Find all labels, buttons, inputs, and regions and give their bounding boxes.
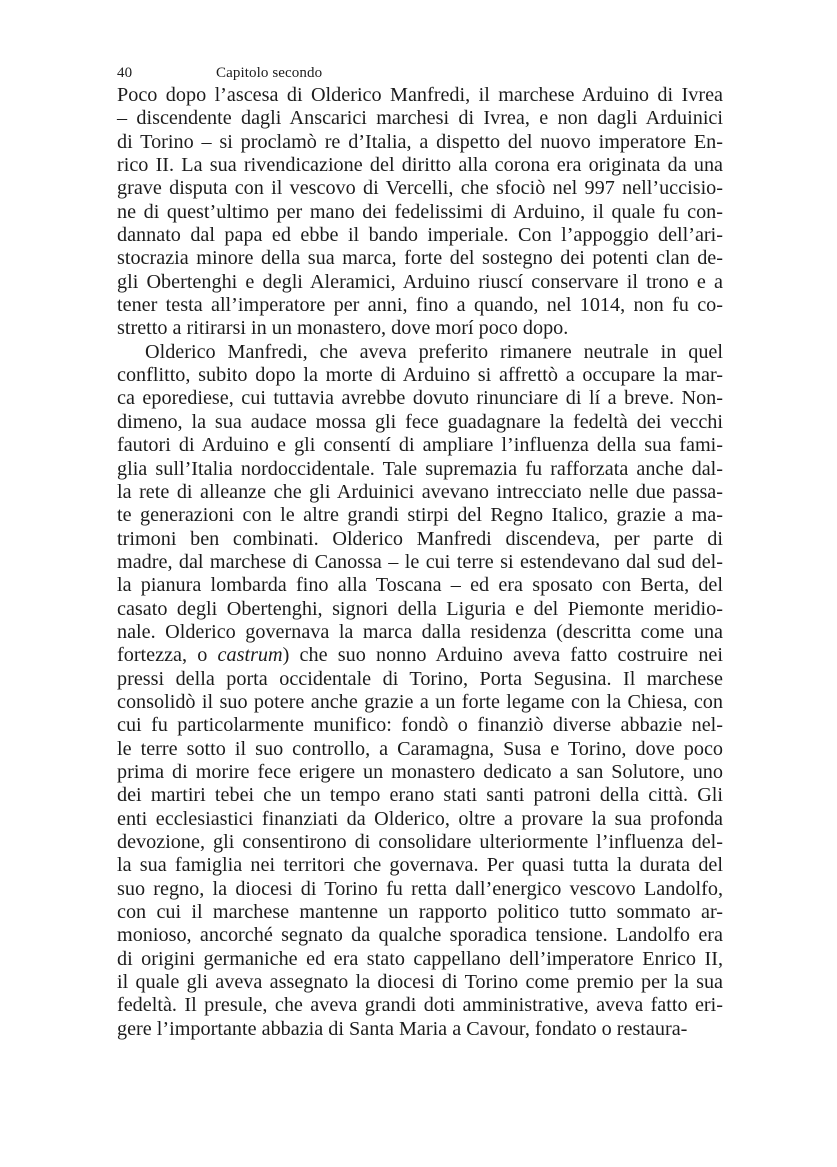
text-line: devozione, gli consentirono di consolidare ulteriormente l’influenza del- [117, 831, 723, 853]
text-line: tener testa all’imperatore per anni, fino a quando, nel 1014, non fu co- [117, 294, 723, 317]
line-segment: ) che suo nonno Arduino aveva fatto costruire nei [282, 644, 723, 667]
text-line: gli Obertenghi e degli Aleramici, Arduino riuscí conservare il trono e a [117, 270, 723, 293]
text-line: – discendente dagli Anscarici marchesi di Ivrea, e non dagli Arduinici [117, 107, 723, 130]
text-line: di origini germaniche ed era stato cappellano dell’imperatore Enrico II, [117, 947, 723, 970]
text-line: consolidò il suo potere anche grazie a un forte legame con la Chiesa, con [117, 690, 723, 713]
text-line: monioso, ancorché segnato da qualche sporadica tensione. Landolfo era [117, 924, 723, 947]
line-segment: fortezza, o [117, 644, 218, 667]
book-page [117, 62, 723, 1041]
text-line: Olderico Manfredi, che aveva preferito rimanere neutrale in quel [145, 340, 723, 363]
text-line: suo regno, la diocesi di Torino fu retta dall’energico vescovo Landolfo, [117, 877, 723, 900]
text-line: la sua famiglia nei territori che governava. Per quasi tutta la durata del [117, 854, 723, 877]
page-number: 40 [117, 65, 133, 81]
text-line: dimeno, la sua audace mossa gli fece guadagnare la fedeltà dei vecchi [117, 410, 723, 433]
text-line: con cui il marchese mantenne un rapporto politico tutto sommato ar- [117, 901, 723, 924]
text-line: madre, dal marchese di Canossa – le cui terre si estendevano dal sud del- [117, 550, 723, 573]
text-line: dannato dal papa ed ebbe il bando imperiale. Con l’appoggio dell’ari- [117, 224, 723, 247]
text-line: le terre sotto il suo controllo, a Caramagna, Susa e Torino, dove poco [117, 737, 723, 760]
text-line: grave disputa con il vescovo di Vercelli, che sfociò nel 997 nell’uccisio- [117, 177, 723, 200]
text-line: gere l’importante abbazia di Santa Maria a Cavour, fondato o restaura- [117, 1017, 688, 1040]
text-line: ca eporediese, cui tuttavia avrebbe dovuto rinunciare di lí a breve. Non- [117, 387, 723, 410]
paragraph-2 [117, 341, 723, 1041]
text-line: rico II. La sua rivendicazione del diritto alla corona era originata da una [117, 154, 723, 177]
text-line [117, 644, 723, 667]
text-line: la pianura lombarda fino alla Toscana – ed era sposato con Berta, del [117, 574, 723, 597]
text-line: la rete di alleanze che gli Arduinici avevano intrecciato nelle due passa- [117, 480, 723, 503]
italic-term: castrum [217, 644, 283, 667]
running-head [117, 62, 723, 84]
text-line: Poco dopo l’ascesa di Olderico Manfredi, il marchese Arduino di Ivrea [117, 84, 723, 106]
text-line: cui fu particolarmente munifico: fondò o finanziò diverse abbazie nel- [117, 714, 723, 737]
paragraph-1 [117, 84, 723, 341]
body-text [117, 84, 723, 1041]
text-line: dei martiri tebei che un tempo erano stati santi patroni della città. Gli [117, 784, 723, 807]
text-line: glia sull’Italia nordoccidentale. Tale supremazia fu rafforzata anche dal- [117, 457, 723, 480]
chapter-title: Capitolo secondo [216, 65, 323, 81]
text-line: stretto a ritirarsi in un monastero, dove morí poco dopo. [117, 317, 569, 340]
text-line: enti ecclesiastici finanziati da Olderico, oltre a provare la sua profonda [117, 807, 723, 830]
text-line: casato degli Obertenghi, signori della Liguria e del Piemonte meridio- [117, 597, 723, 620]
text-line: stocrazia minore della sua marca, forte del sostegno dei potenti clan de- [117, 247, 723, 270]
text-line: trimoni ben combinati. Olderico Manfredi discendeva, per parte di [117, 527, 723, 550]
text-line: il quale gli aveva assegnato la diocesi di Torino come premio per la sua [117, 971, 723, 994]
text-line: conflitto, subito dopo la morte di Arduino si affrettò a occupare la mar- [117, 364, 723, 387]
text-line: ne di quest’ultimo per mano dei fedelissimi di Arduino, il quale fu con- [117, 200, 723, 223]
text-line: pressi della porta occidentale di Torino, Porta Segusina. Il marchese [117, 667, 723, 690]
text-line: di Torino – si proclamò re d’Italia, a dispetto del nuovo imperatore En- [117, 130, 723, 153]
text-line: te generazioni con le altre grandi stirpi del Regno Italico, grazie a ma- [117, 504, 723, 527]
text-line: fedeltà. Il presule, che aveva grandi doti amministrative, aveva fatto eri- [117, 994, 723, 1017]
text-line: fautori di Arduino e gli consentí di ampliare l’influenza della sua fami- [117, 434, 723, 457]
text-line: nale. Olderico governava la marca dalla residenza (descritta come una [117, 620, 723, 643]
text-line: prima di morire fece erigere un monastero dedicato a san Solutore, uno [117, 760, 723, 783]
